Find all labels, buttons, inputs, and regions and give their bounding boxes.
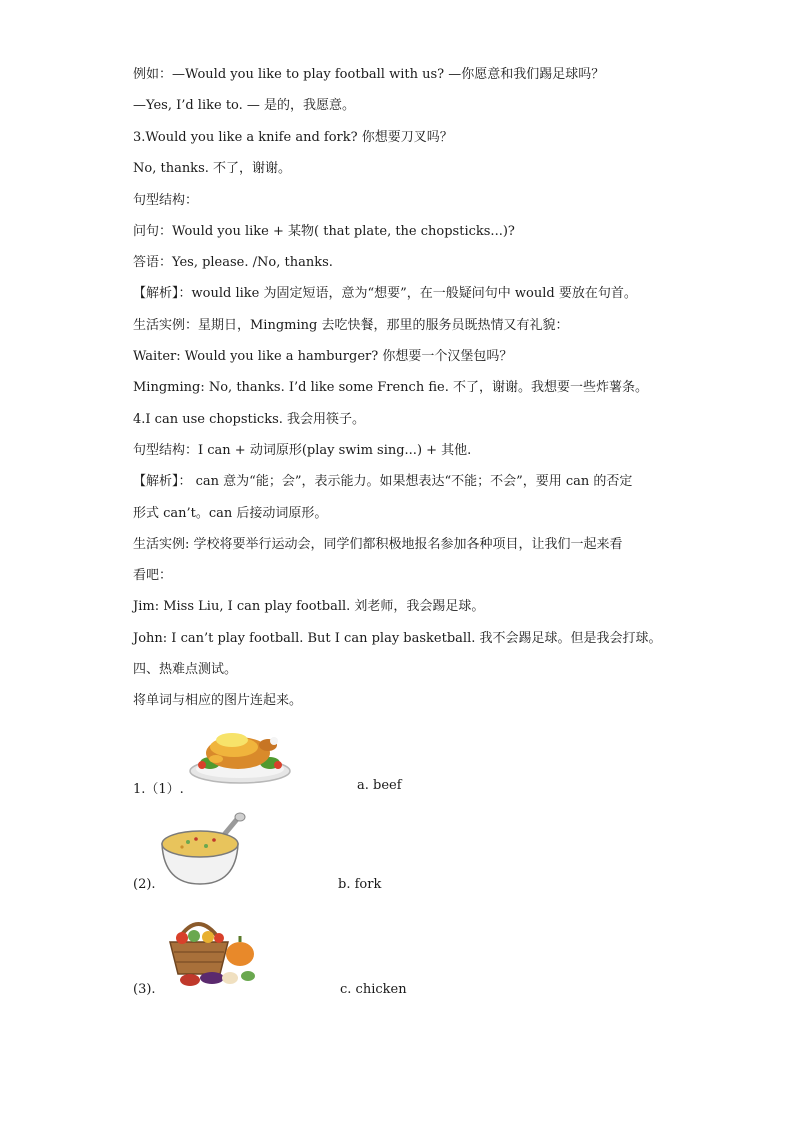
sentence-3: 3.Would you like a knife and fork? 你想要刀叉吗？ (133, 130, 453, 145)
vegetable-basket-icon (164, 910, 260, 990)
item-3-number: (3). (133, 982, 156, 997)
example-answer-line: —Yes, I’d like to. — 是的，我愿意。 (133, 98, 356, 113)
section-heading: 四、热难点测试。 (133, 662, 238, 677)
soup-bowl-icon (158, 812, 246, 888)
option-a: a. beef (357, 778, 402, 793)
answer-pattern: 答语：Yes, please. /No, thanks. (133, 255, 333, 270)
life-example-2: 生活实例: 学校将要举行运动会，同学们都积极地报名参加各种项目，让我们一起来看 (133, 537, 623, 552)
life-example-1: 生活实例：星期日，Mingming 去吃快餐，那里的服务员既热情又有礼貌： (133, 318, 569, 333)
structure-heading: 句型结构： (133, 193, 199, 208)
roast-chicken-icon (188, 723, 292, 785)
example-line: 例如：—Would you like to play football with us? —你愿意和我们踢足球吗？ (133, 67, 605, 82)
jim-line: Jim: Miss Liu, I can play football. 刘老师，我会踢足球。 (133, 599, 485, 614)
option-b: b. fork (338, 877, 382, 892)
analysis-2: 【解析】： can 意为“能；会”，表示能力。如果想表达“不能；不会”，要用 can 的否定 (133, 474, 633, 489)
item-2-number: (2). (133, 877, 156, 892)
sentence-4: 4.I can use chopsticks. 我会用筷子。 (133, 412, 366, 427)
sentence-3-answer: No, thanks. 不了，谢谢。 (133, 161, 291, 176)
bowl-of-soup-picture[interactable] (158, 812, 246, 888)
roast-chicken-picture[interactable] (188, 723, 292, 785)
analysis-2-cont: 形式 can’t。can 后接动词原形。 (133, 506, 328, 521)
option-c: c. chicken (340, 982, 407, 997)
john-line: John: I can’t play football. But I can play basketball. 我不会踢足球。但是我会打球。 (133, 631, 662, 646)
question-pattern: 问句：Would you like + 某物( that plate, the chopsticks...)? (133, 224, 515, 239)
life-example-2-cont: 看吧： (133, 568, 173, 583)
item-1-number: 1.（1）. (133, 782, 184, 797)
instruction: 将单词与相应的图片连起来。 (133, 693, 303, 708)
analysis-1: 【解析】：would like 为固定短语，意为“想要”，在一般疑问句中 would 要放在句首。 (133, 286, 637, 301)
vegetable-basket-picture[interactable] (164, 910, 260, 990)
mingming-line: Mingming: No, thanks. I’d like some French fie. 不了，谢谢。我想要一些炸薯条。 (133, 380, 648, 395)
waiter-line: Waiter: Would you like a hamburger? 你想要一个汉堡包吗？ (133, 349, 513, 364)
structure-can: 句型结构：I can + 动词原形(play swim sing...) + 其他. (133, 443, 472, 458)
